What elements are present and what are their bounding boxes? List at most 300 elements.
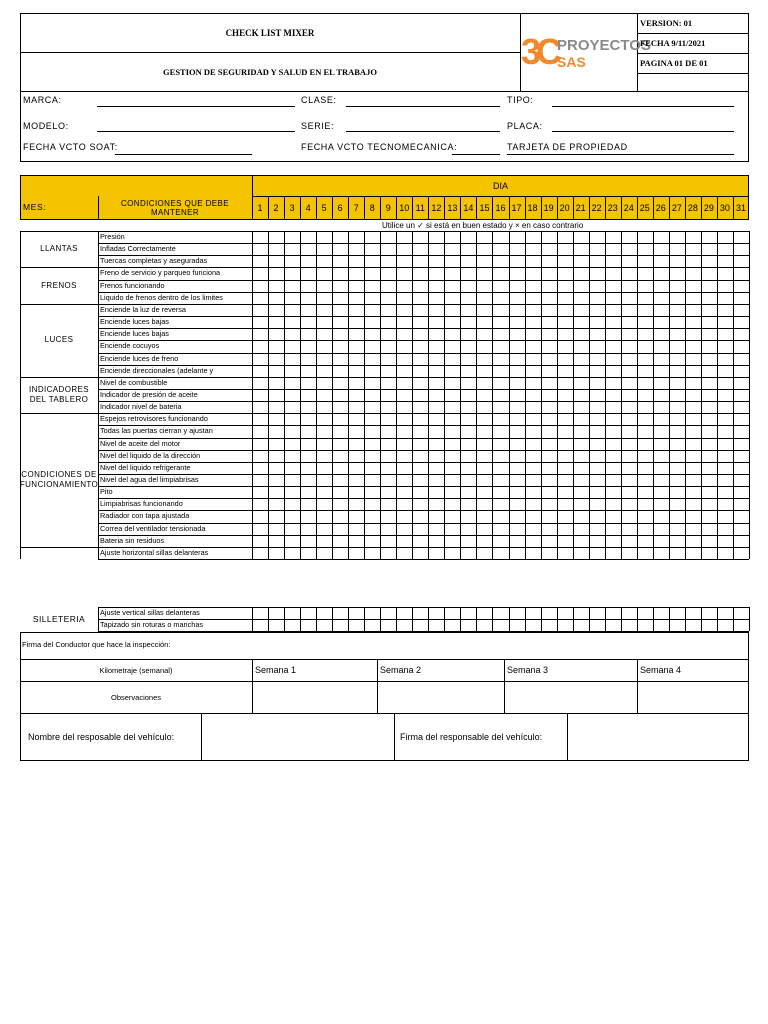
- check-cell[interactable]: [333, 499, 347, 509]
- check-cell[interactable]: [493, 354, 507, 364]
- check-cell[interactable]: [590, 281, 604, 291]
- check-cell[interactable]: [301, 524, 315, 534]
- check-cell[interactable]: [638, 378, 652, 388]
- check-cell[interactable]: [349, 329, 363, 339]
- check-cell[interactable]: [590, 463, 604, 473]
- check-cell[interactable]: [461, 608, 475, 618]
- check-cell[interactable]: [397, 402, 411, 412]
- check-cell[interactable]: [477, 487, 491, 497]
- check-cell[interactable]: [670, 414, 684, 424]
- check-cell[interactable]: [734, 499, 748, 509]
- check-cell[interactable]: [461, 293, 475, 303]
- check-cell[interactable]: [445, 414, 459, 424]
- check-cell[interactable]: [397, 378, 411, 388]
- check-cell[interactable]: [445, 463, 459, 473]
- check-cell[interactable]: [429, 341, 443, 351]
- check-cell[interactable]: [493, 317, 507, 327]
- check-cell[interactable]: [654, 524, 668, 534]
- check-cell[interactable]: [542, 536, 556, 546]
- check-cell[interactable]: [606, 317, 620, 327]
- check-cell[interactable]: [718, 487, 732, 497]
- check-cell[interactable]: [670, 366, 684, 376]
- check-cell[interactable]: [526, 511, 540, 521]
- check-cell[interactable]: [445, 305, 459, 315]
- check-cell[interactable]: [461, 390, 475, 400]
- check-cell[interactable]: [413, 232, 427, 242]
- check-cell[interactable]: [622, 268, 636, 278]
- check-cell[interactable]: [381, 256, 395, 266]
- check-cell[interactable]: [269, 354, 283, 364]
- check-cell[interactable]: [558, 608, 572, 618]
- check-cell[interactable]: [670, 463, 684, 473]
- check-cell[interactable]: [574, 402, 588, 412]
- check-cell[interactable]: [590, 451, 604, 461]
- check-cell[interactable]: [381, 293, 395, 303]
- check-cell[interactable]: [269, 268, 283, 278]
- check-cell[interactable]: [365, 354, 379, 364]
- check-cell[interactable]: [670, 426, 684, 436]
- check-cell[interactable]: [734, 439, 748, 449]
- check-cell[interactable]: [622, 620, 636, 630]
- check-cell[interactable]: [461, 402, 475, 412]
- check-cell[interactable]: [510, 244, 524, 254]
- check-cell[interactable]: [638, 499, 652, 509]
- check-cell[interactable]: [558, 536, 572, 546]
- check-cell[interactable]: [510, 305, 524, 315]
- check-cell[interactable]: [333, 378, 347, 388]
- check-cell[interactable]: [413, 487, 427, 497]
- check-cell[interactable]: [638, 608, 652, 618]
- check-cell[interactable]: [510, 524, 524, 534]
- check-cell[interactable]: [686, 608, 700, 618]
- check-cell[interactable]: [542, 439, 556, 449]
- check-cell[interactable]: [654, 451, 668, 461]
- check-cell[interactable]: [365, 548, 379, 558]
- check-cell[interactable]: [493, 268, 507, 278]
- check-cell[interactable]: [702, 329, 716, 339]
- check-cell[interactable]: [702, 451, 716, 461]
- check-cell[interactable]: [734, 281, 748, 291]
- check-cell[interactable]: [718, 341, 732, 351]
- check-cell[interactable]: [590, 390, 604, 400]
- check-cell[interactable]: [301, 608, 315, 618]
- check-cell[interactable]: [413, 548, 427, 558]
- check-cell[interactable]: [413, 281, 427, 291]
- check-cell[interactable]: [381, 281, 395, 291]
- check-cell[interactable]: [365, 414, 379, 424]
- check-cell[interactable]: [333, 354, 347, 364]
- check-cell[interactable]: [445, 293, 459, 303]
- check-cell[interactable]: [381, 402, 395, 412]
- nombre-responsable-field[interactable]: [202, 715, 393, 760]
- check-cell[interactable]: [510, 426, 524, 436]
- check-cell[interactable]: [670, 244, 684, 254]
- check-cell[interactable]: [461, 620, 475, 630]
- check-cell[interactable]: [461, 378, 475, 388]
- check-cell[interactable]: [686, 475, 700, 485]
- check-cell[interactable]: [381, 378, 395, 388]
- check-cell[interactable]: [493, 499, 507, 509]
- check-cell[interactable]: [510, 329, 524, 339]
- check-cell[interactable]: [654, 305, 668, 315]
- check-cell[interactable]: [542, 524, 556, 534]
- serie-field[interactable]: [346, 131, 500, 132]
- check-cell[interactable]: [686, 536, 700, 546]
- check-cell[interactable]: [718, 268, 732, 278]
- check-cell[interactable]: [542, 390, 556, 400]
- check-cell[interactable]: [622, 511, 636, 521]
- check-cell[interactable]: [493, 463, 507, 473]
- check-cell[interactable]: [510, 511, 524, 521]
- check-cell[interactable]: [702, 354, 716, 364]
- check-cell[interactable]: [622, 524, 636, 534]
- check-cell[interactable]: [526, 256, 540, 266]
- check-cell[interactable]: [397, 608, 411, 618]
- check-cell[interactable]: [622, 414, 636, 424]
- check-cell[interactable]: [381, 329, 395, 339]
- check-cell[interactable]: [493, 536, 507, 546]
- check-cell[interactable]: [670, 354, 684, 364]
- check-cell[interactable]: [413, 268, 427, 278]
- check-cell[interactable]: [477, 499, 491, 509]
- check-cell[interactable]: [622, 439, 636, 449]
- check-cell[interactable]: [526, 244, 540, 254]
- check-cell[interactable]: [590, 232, 604, 242]
- check-cell[interactable]: [285, 341, 299, 351]
- check-cell[interactable]: [542, 305, 556, 315]
- check-cell[interactable]: [397, 499, 411, 509]
- check-cell[interactable]: [285, 524, 299, 534]
- check-cell[interactable]: [702, 524, 716, 534]
- check-cell[interactable]: [606, 548, 620, 558]
- check-cell[interactable]: [301, 402, 315, 412]
- check-cell[interactable]: [558, 463, 572, 473]
- check-cell[interactable]: [397, 341, 411, 351]
- check-cell[interactable]: [461, 426, 475, 436]
- check-cell[interactable]: [429, 475, 443, 485]
- check-cell[interactable]: [349, 378, 363, 388]
- check-cell[interactable]: [381, 305, 395, 315]
- check-cell[interactable]: [429, 281, 443, 291]
- check-cell[interactable]: [718, 524, 732, 534]
- check-cell[interactable]: [622, 608, 636, 618]
- check-cell[interactable]: [365, 536, 379, 546]
- check-cell[interactable]: [253, 608, 267, 618]
- check-cell[interactable]: [590, 536, 604, 546]
- check-cell[interactable]: [397, 268, 411, 278]
- check-cell[interactable]: [734, 620, 748, 630]
- check-cell[interactable]: [253, 451, 267, 461]
- check-cell[interactable]: [718, 305, 732, 315]
- check-cell[interactable]: [349, 511, 363, 521]
- check-cell[interactable]: [622, 487, 636, 497]
- check-cell[interactable]: [493, 524, 507, 534]
- check-cell[interactable]: [365, 378, 379, 388]
- check-cell[interactable]: [590, 341, 604, 351]
- check-cell[interactable]: [718, 354, 732, 364]
- check-cell[interactable]: [734, 354, 748, 364]
- check-cell[interactable]: [397, 256, 411, 266]
- check-cell[interactable]: [317, 281, 331, 291]
- check-cell[interactable]: [413, 402, 427, 412]
- check-cell[interactable]: [413, 608, 427, 618]
- check-cell[interactable]: [477, 390, 491, 400]
- check-cell[interactable]: [301, 232, 315, 242]
- check-cell[interactable]: [734, 463, 748, 473]
- check-cell[interactable]: [686, 414, 700, 424]
- check-cell[interactable]: [574, 268, 588, 278]
- check-cell[interactable]: [253, 281, 267, 291]
- check-cell[interactable]: [349, 475, 363, 485]
- check-cell[interactable]: [622, 402, 636, 412]
- check-cell[interactable]: [333, 451, 347, 461]
- check-cell[interactable]: [542, 244, 556, 254]
- check-cell[interactable]: [333, 439, 347, 449]
- check-cell[interactable]: [622, 244, 636, 254]
- check-cell[interactable]: [365, 390, 379, 400]
- check-cell[interactable]: [574, 317, 588, 327]
- check-cell[interactable]: [493, 281, 507, 291]
- check-cell[interactable]: [333, 548, 347, 558]
- check-cell[interactable]: [606, 426, 620, 436]
- check-cell[interactable]: [365, 293, 379, 303]
- check-cell[interactable]: [253, 548, 267, 558]
- check-cell[interactable]: [542, 499, 556, 509]
- check-cell[interactable]: [397, 390, 411, 400]
- check-cell[interactable]: [381, 244, 395, 254]
- check-cell[interactable]: [734, 341, 748, 351]
- check-cell[interactable]: [654, 329, 668, 339]
- check-cell[interactable]: [702, 366, 716, 376]
- check-cell[interactable]: [333, 232, 347, 242]
- check-cell[interactable]: [333, 305, 347, 315]
- check-cell[interactable]: [381, 499, 395, 509]
- check-cell[interactable]: [365, 511, 379, 521]
- check-cell[interactable]: [445, 244, 459, 254]
- check-cell[interactable]: [461, 341, 475, 351]
- check-cell[interactable]: [429, 426, 443, 436]
- check-cell[interactable]: [558, 268, 572, 278]
- tarjeta-field[interactable]: [507, 154, 734, 155]
- check-cell[interactable]: [606, 536, 620, 546]
- check-cell[interactable]: [381, 524, 395, 534]
- check-cell[interactable]: [702, 536, 716, 546]
- check-cell[interactable]: [317, 414, 331, 424]
- check-cell[interactable]: [301, 499, 315, 509]
- check-cell[interactable]: [526, 548, 540, 558]
- check-cell[interactable]: [253, 232, 267, 242]
- check-cell[interactable]: [734, 232, 748, 242]
- check-cell[interactable]: [493, 548, 507, 558]
- check-cell[interactable]: [654, 390, 668, 400]
- check-cell[interactable]: [461, 475, 475, 485]
- check-cell[interactable]: [285, 268, 299, 278]
- check-cell[interactable]: [413, 390, 427, 400]
- check-cell[interactable]: [686, 511, 700, 521]
- check-cell[interactable]: [574, 524, 588, 534]
- check-cell[interactable]: [285, 475, 299, 485]
- check-cell[interactable]: [590, 317, 604, 327]
- check-cell[interactable]: [429, 499, 443, 509]
- check-cell[interactable]: [477, 256, 491, 266]
- check-cell[interactable]: [638, 366, 652, 376]
- check-cell[interactable]: [510, 402, 524, 412]
- check-cell[interactable]: [301, 511, 315, 521]
- check-cell[interactable]: [445, 499, 459, 509]
- check-cell[interactable]: [317, 499, 331, 509]
- check-cell[interactable]: [301, 244, 315, 254]
- check-cell[interactable]: [702, 475, 716, 485]
- check-cell[interactable]: [638, 426, 652, 436]
- check-cell[interactable]: [397, 426, 411, 436]
- check-cell[interactable]: [381, 475, 395, 485]
- check-cell[interactable]: [670, 536, 684, 546]
- check-cell[interactable]: [606, 620, 620, 630]
- check-cell[interactable]: [670, 305, 684, 315]
- check-cell[interactable]: [526, 536, 540, 546]
- check-cell[interactable]: [381, 548, 395, 558]
- check-cell[interactable]: [413, 317, 427, 327]
- check-cell[interactable]: [718, 608, 732, 618]
- check-cell[interactable]: [638, 620, 652, 630]
- check-cell[interactable]: [622, 329, 636, 339]
- check-cell[interactable]: [702, 232, 716, 242]
- check-cell[interactable]: [381, 390, 395, 400]
- check-cell[interactable]: [638, 414, 652, 424]
- check-cell[interactable]: [413, 414, 427, 424]
- check-cell[interactable]: [686, 439, 700, 449]
- check-cell[interactable]: [301, 256, 315, 266]
- check-cell[interactable]: [349, 426, 363, 436]
- check-cell[interactable]: [413, 293, 427, 303]
- check-cell[interactable]: [253, 475, 267, 485]
- check-cell[interactable]: [397, 548, 411, 558]
- check-cell[interactable]: [526, 341, 540, 351]
- check-cell[interactable]: [718, 536, 732, 546]
- check-cell[interactable]: [638, 256, 652, 266]
- check-cell[interactable]: [526, 439, 540, 449]
- check-cell[interactable]: [622, 475, 636, 485]
- check-cell[interactable]: [477, 620, 491, 630]
- check-cell[interactable]: [333, 536, 347, 546]
- check-cell[interactable]: [253, 524, 267, 534]
- check-cell[interactable]: [413, 305, 427, 315]
- check-cell[interactable]: [734, 548, 748, 558]
- check-cell[interactable]: [574, 232, 588, 242]
- check-cell[interactable]: [349, 487, 363, 497]
- check-cell[interactable]: [317, 244, 331, 254]
- check-cell[interactable]: [317, 487, 331, 497]
- check-cell[interactable]: [638, 451, 652, 461]
- check-cell[interactable]: [269, 414, 283, 424]
- check-cell[interactable]: [365, 329, 379, 339]
- check-cell[interactable]: [493, 293, 507, 303]
- check-cell[interactable]: [606, 366, 620, 376]
- check-cell[interactable]: [542, 487, 556, 497]
- check-cell[interactable]: [734, 329, 748, 339]
- check-cell[interactable]: [606, 463, 620, 473]
- check-cell[interactable]: [477, 608, 491, 618]
- check-cell[interactable]: [686, 524, 700, 534]
- check-cell[interactable]: [461, 487, 475, 497]
- check-cell[interactable]: [445, 268, 459, 278]
- check-cell[interactable]: [253, 378, 267, 388]
- check-cell[interactable]: [285, 390, 299, 400]
- check-cell[interactable]: [477, 463, 491, 473]
- check-cell[interactable]: [285, 548, 299, 558]
- check-cell[interactable]: [493, 329, 507, 339]
- check-cell[interactable]: [670, 402, 684, 412]
- check-cell[interactable]: [333, 414, 347, 424]
- check-cell[interactable]: [734, 608, 748, 618]
- check-cell[interactable]: [670, 317, 684, 327]
- check-cell[interactable]: [718, 366, 732, 376]
- check-cell[interactable]: [317, 329, 331, 339]
- check-cell[interactable]: [413, 620, 427, 630]
- check-cell[interactable]: [269, 548, 283, 558]
- check-cell[interactable]: [461, 268, 475, 278]
- check-cell[interactable]: [477, 354, 491, 364]
- check-cell[interactable]: [702, 487, 716, 497]
- check-cell[interactable]: [301, 317, 315, 327]
- check-cell[interactable]: [317, 548, 331, 558]
- check-cell[interactable]: [397, 487, 411, 497]
- check-cell[interactable]: [397, 354, 411, 364]
- tecno-field[interactable]: [452, 154, 500, 155]
- check-cell[interactable]: [253, 414, 267, 424]
- check-cell[interactable]: [622, 548, 636, 558]
- check-cell[interactable]: [638, 511, 652, 521]
- check-cell[interactable]: [526, 475, 540, 485]
- check-cell[interactable]: [381, 317, 395, 327]
- check-cell[interactable]: [317, 268, 331, 278]
- check-cell[interactable]: [461, 281, 475, 291]
- check-cell[interactable]: [285, 354, 299, 364]
- check-cell[interactable]: [590, 475, 604, 485]
- check-cell[interactable]: [477, 426, 491, 436]
- check-cell[interactable]: [413, 475, 427, 485]
- check-cell[interactable]: [510, 317, 524, 327]
- check-cell[interactable]: [574, 366, 588, 376]
- check-cell[interactable]: [493, 390, 507, 400]
- check-cell[interactable]: [558, 439, 572, 449]
- check-cell[interactable]: [285, 317, 299, 327]
- marca-field[interactable]: [97, 106, 295, 107]
- check-cell[interactable]: [477, 244, 491, 254]
- check-cell[interactable]: [734, 244, 748, 254]
- check-cell[interactable]: [413, 244, 427, 254]
- check-cell[interactable]: [397, 414, 411, 424]
- check-cell[interactable]: [590, 378, 604, 388]
- check-cell[interactable]: [622, 426, 636, 436]
- check-cell[interactable]: [606, 281, 620, 291]
- check-cell[interactable]: [269, 402, 283, 412]
- check-cell[interactable]: [413, 354, 427, 364]
- check-cell[interactable]: [510, 536, 524, 546]
- check-cell[interactable]: [670, 390, 684, 400]
- check-cell[interactable]: [413, 511, 427, 521]
- check-cell[interactable]: [702, 499, 716, 509]
- check-cell[interactable]: [285, 402, 299, 412]
- check-cell[interactable]: [606, 232, 620, 242]
- check-cell[interactable]: [269, 293, 283, 303]
- check-cell[interactable]: [734, 487, 748, 497]
- check-cell[interactable]: [670, 511, 684, 521]
- check-cell[interactable]: [397, 329, 411, 339]
- check-cell[interactable]: [301, 620, 315, 630]
- check-cell[interactable]: [477, 317, 491, 327]
- check-cell[interactable]: [654, 487, 668, 497]
